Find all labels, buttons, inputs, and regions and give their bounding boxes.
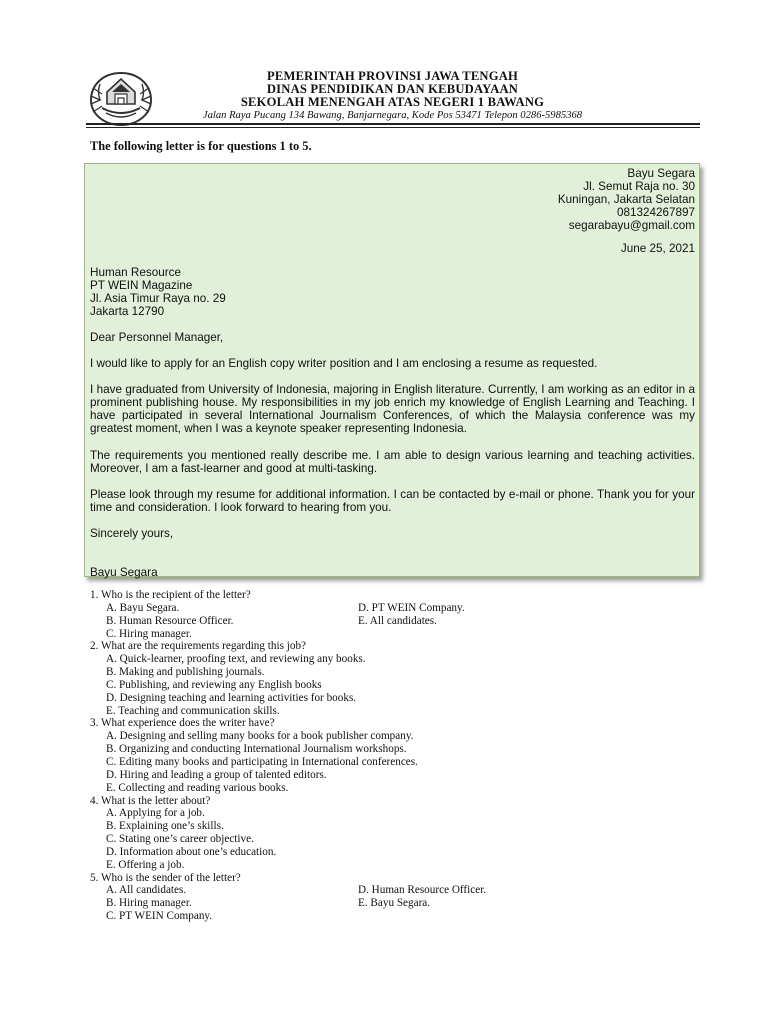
option-d: D. PT WEIN Company. bbox=[358, 601, 465, 614]
option-c: C. Stating one’s career objective. bbox=[106, 833, 254, 846]
letter-box bbox=[84, 163, 700, 577]
sender-phone: 081324267897 bbox=[616, 206, 695, 220]
letter-date: June 25, 2021 bbox=[620, 242, 695, 256]
question-4 bbox=[90, 795, 710, 872]
option-c: C. Publishing, and reviewing any English books bbox=[106, 678, 322, 691]
government-name: PEMERINTAH PROVINSI JAWA TENGAH bbox=[267, 69, 518, 83]
option-e: E. Teaching and communication skills. bbox=[106, 704, 280, 717]
sender-email: segarabayu@gmail.com bbox=[568, 219, 695, 233]
option-a: A. Applying for a job. bbox=[106, 807, 205, 820]
letter-paragraph: The requirements you mentioned really describe me. I am able to design various learning and teaching activities. Moreover, I am a fast-learner and good at multi-tasking. bbox=[90, 448, 695, 475]
letter-paragraph: I have graduated from University of Indonesia, majoring in English literature. Currently, I am working as an editor in a prominent publishing house. My responsibilities in my job enrich my knowledge of English Learning and Teaching. I have participated in several International Journalism Conferences, of which the Malaysia conference was my greatest moment, when I was a keynote speaker representing Indonesia. bbox=[90, 383, 695, 436]
recipient-line: PT WEIN Magazine bbox=[90, 278, 193, 292]
option-b: B. Making and publishing journals. bbox=[106, 666, 265, 679]
recipient-line: Human Resource bbox=[90, 265, 181, 279]
question-text: 5. Who is the sender of the letter? bbox=[90, 871, 241, 884]
option-a: A. Designing and selling many books for a book publisher company. bbox=[106, 730, 414, 743]
school-name: SEKOLAH MENENGAH ATAS NEGERI 1 BAWANG bbox=[240, 95, 545, 109]
question-3 bbox=[90, 717, 710, 794]
question-text: 2. What are the requirements regarding this job? bbox=[90, 640, 307, 653]
option-c: C. Editing many books and participating in International conferences. bbox=[106, 755, 418, 768]
option-e: E. Bayu Segara. bbox=[358, 897, 431, 910]
recipient-line: Jakarta 12790 bbox=[90, 304, 165, 318]
province-crest-icon bbox=[88, 70, 154, 128]
letterhead-rule-thin bbox=[86, 127, 700, 128]
answer-options bbox=[90, 653, 710, 717]
school-address: Jalan Raya Pucang 134 Bawang, Banjarnegara, Kode Pos 53471 Telepon 0286-5985368 bbox=[202, 110, 583, 121]
option-e: E. Offering a job. bbox=[106, 858, 185, 871]
sender-street: Jl. Semut Raja no. 30 bbox=[583, 180, 695, 194]
option-d: D. Human Resource Officer. bbox=[358, 884, 487, 897]
letter-signature: Bayu Segara bbox=[90, 565, 158, 579]
question-2 bbox=[90, 640, 710, 717]
answer-options bbox=[90, 807, 710, 871]
option-e: E. Collecting and reading various books. bbox=[106, 781, 289, 794]
option-a: A. All candidates. bbox=[106, 884, 187, 897]
sender-name: Bayu Segara bbox=[627, 167, 695, 180]
option-a: A. Bayu Segara. bbox=[106, 601, 180, 614]
question-text: 1. Who is the recipient of the letter? bbox=[90, 589, 251, 601]
option-b: B. Explaining one’s skills. bbox=[106, 820, 224, 833]
question-list bbox=[90, 589, 710, 923]
option-d: D. Designing teaching and learning activities for books. bbox=[106, 691, 357, 704]
instructions: The following letter is for questions 1 to 5. bbox=[90, 139, 312, 153]
option-e: E. All candidates. bbox=[358, 614, 437, 627]
letter-closing: Sincerely yours, bbox=[90, 526, 174, 540]
letter-paragraph: I would like to apply for an English copy writer position and I am enclosing a resume as requested. bbox=[90, 357, 598, 371]
option-c: C. PT WEIN Company. bbox=[106, 910, 213, 923]
answer-options bbox=[90, 730, 710, 794]
option-b: B. Human Resource Officer. bbox=[106, 614, 234, 627]
question-1 bbox=[90, 589, 710, 640]
option-a: A. Quick-learner, proofing text, and reviewing any books. bbox=[106, 653, 366, 666]
letterhead-rule bbox=[86, 123, 700, 125]
question-text: 3. What experience does the writer have? bbox=[90, 717, 275, 730]
option-b: B. Organizing and conducting International Journalism workshops. bbox=[106, 743, 407, 756]
recipient-line: Jl. Asia Timur Raya no. 29 bbox=[90, 291, 226, 305]
answer-options bbox=[90, 602, 710, 641]
salutation: Dear Personnel Manager, bbox=[90, 330, 224, 344]
letter-paragraph: Please look through my resume for additional information. I can be contacted by e-mail or phone. Thank you for your time and consideration. I look forward to hearing from you. bbox=[90, 487, 695, 514]
option-d: D. Information about one’s education. bbox=[106, 845, 277, 858]
question-5 bbox=[90, 872, 710, 923]
option-c: C. Hiring manager. bbox=[106, 627, 192, 640]
letterhead bbox=[160, 70, 625, 122]
option-d: D. Hiring and leading a group of talented editors. bbox=[106, 768, 327, 781]
sender-block bbox=[90, 167, 695, 232]
question-text: 4. What is the letter about? bbox=[90, 794, 211, 807]
sender-city: Kuningan, Jakarta Selatan bbox=[557, 193, 695, 207]
option-b: B. Hiring manager. bbox=[106, 897, 192, 910]
recipient-block bbox=[90, 266, 695, 318]
answer-options bbox=[90, 884, 710, 923]
department-name: DINAS PENDIDIKAN DAN KEBUDAYAAN bbox=[266, 82, 519, 96]
